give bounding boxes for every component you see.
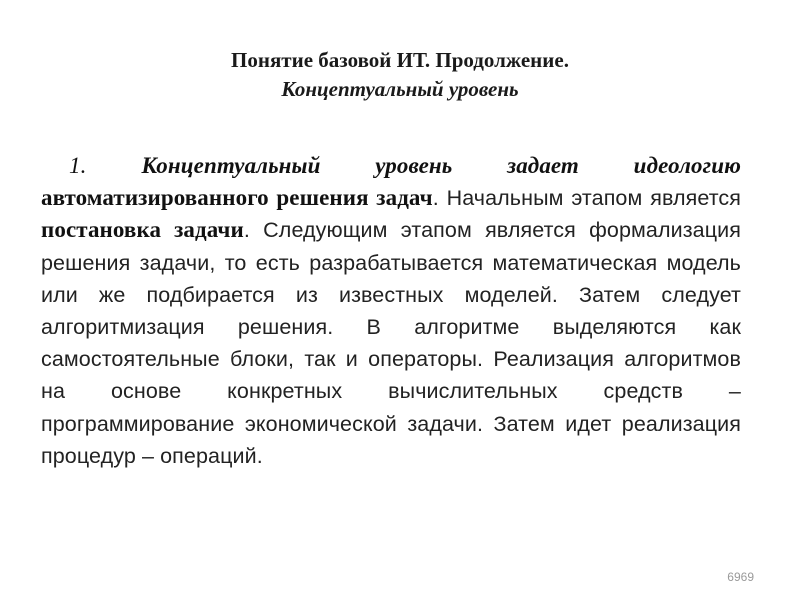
title-main: Понятие базовой ИТ. Продолжение. [231,48,569,72]
body-paragraph [41,150,741,472]
body-text-1: . Начальным этапом является [432,186,741,211]
lead-number: 1. [69,153,87,178]
body-text-2: . Следующим этапом является формализация решения задачи, то есть разрабатывается математическая модель или же подбирается из известных моделей. Затем следует алгоритмизация решения. В алгоритме выделяются как самостоятельные блоки, так и операторы. Реализация алгоритмов на основе конкретных вычислительных средств – программирование экономической задачи. Затем идет реализация процедур – операций. [41,218,741,468]
slide-title [0,46,800,104]
lead-phrase-text: Концептуальный уровень задает идеологию [141,153,741,178]
page-number: 6969 [727,570,754,584]
bold-phrase-problem-statement: постановка задачи [41,217,244,243]
bold-phrase-automated-solution: автоматизированного решения задач [41,185,433,211]
lead-phrase [141,153,741,178]
title-subtitle: Концептуальный уровень [281,77,519,101]
